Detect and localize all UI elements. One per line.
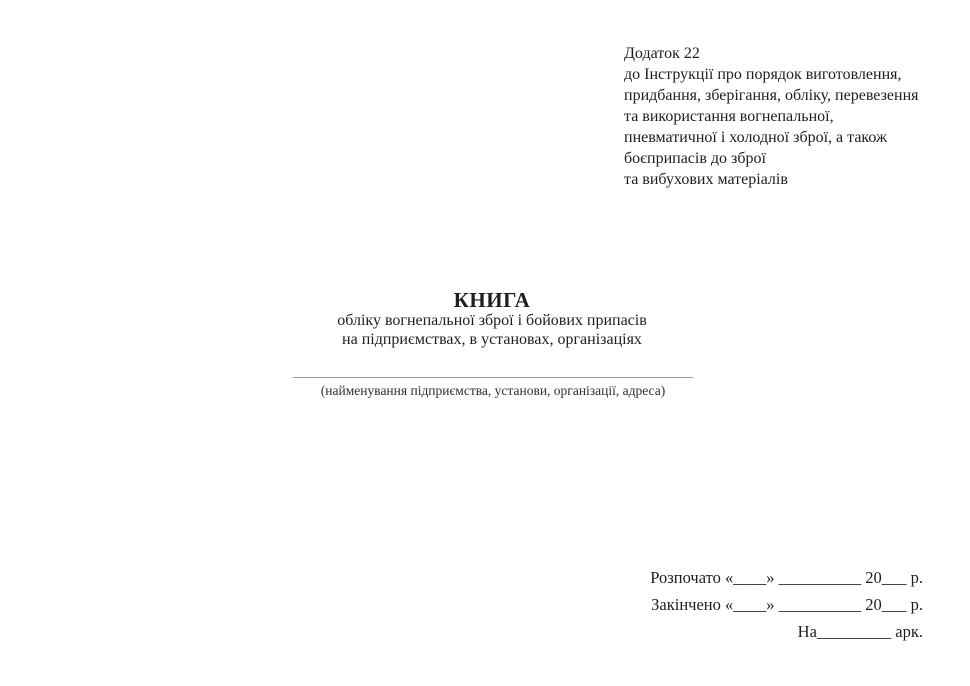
dates-block [650, 564, 923, 645]
organization-name-blank-line [293, 377, 693, 378]
organization-fill-in [293, 377, 693, 399]
appendix-line: та вибухових матеріалів [624, 171, 788, 188]
appendix-note [624, 43, 944, 190]
appendix-line: пневматичної і холодної зброї, а також [624, 129, 888, 146]
finished-date-line: Закінчено «____» __________ 20___ р. [651, 595, 923, 614]
sheets-count-line: На_________ арк. [797, 622, 923, 641]
appendix-line: до Інструкції про порядок виготовлення, [624, 66, 902, 83]
title-block [0, 288, 970, 349]
document-subtitle-line: на підприємствах, в установах, організаціях [342, 330, 642, 348]
document-title: КНИГА [453, 288, 531, 312]
appendix-line: Додаток 22 [624, 45, 700, 62]
appendix-line: придбання, зберігання, обліку, перевезення [624, 87, 919, 104]
organization-caption: (найменування підприємства, установи, організації, адреса) [320, 383, 666, 398]
appendix-line: боєприпасів до зброї [624, 150, 766, 167]
appendix-line: та використання вогнепальної, [624, 108, 834, 125]
document-subtitle-line: обліку вогнепальної зброї і бойових припасів [337, 312, 647, 329]
started-date-line: Розпочато «____» __________ 20___ р. [650, 568, 923, 587]
